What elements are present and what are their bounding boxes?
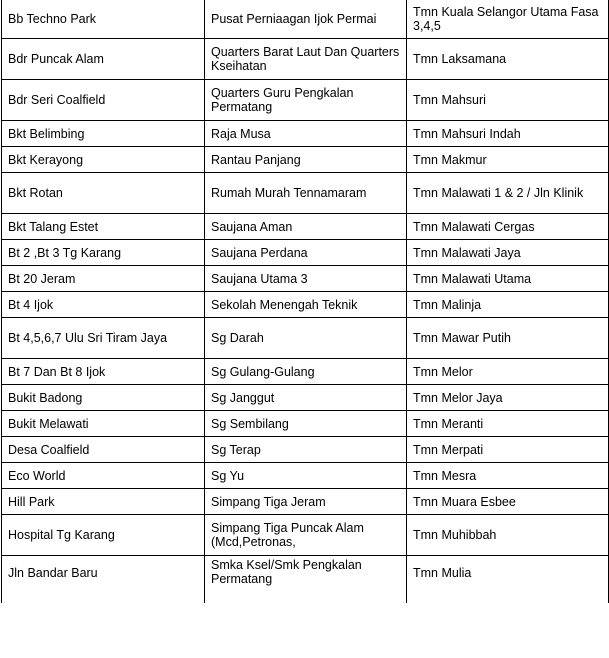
table-cell: Bdr Puncak Alam bbox=[2, 39, 205, 80]
table-cell: Bt 4,5,6,7 Ulu Sri Tiram Jaya bbox=[2, 318, 205, 359]
table-row bbox=[2, 147, 609, 173]
table-cell: Tmn Malawati 1 & 2 / Jln Klinik bbox=[407, 173, 609, 214]
table-cell: Sg Terap bbox=[205, 437, 407, 463]
table-cell: Sg Janggut bbox=[205, 385, 407, 411]
table-row bbox=[2, 437, 609, 463]
table-cell: Saujana Aman bbox=[205, 214, 407, 240]
table-cell: Saujana Perdana bbox=[205, 240, 407, 266]
table-cell: Bt 7 Dan Bt 8 Ijok bbox=[2, 359, 205, 385]
table-cell: Hospital Tg Karang bbox=[2, 515, 205, 556]
table-row bbox=[2, 0, 609, 39]
table-row bbox=[2, 240, 609, 266]
table-cell: Tmn Laksamana bbox=[407, 39, 609, 80]
table-cell: Desa Coalfield bbox=[2, 437, 205, 463]
table-cell: Tmn Meranti bbox=[407, 411, 609, 437]
table-cell: Tmn Malawati Cergas bbox=[407, 214, 609, 240]
table-cell: Bb Techno Park bbox=[2, 0, 205, 39]
table-cell: Tmn Mawar Putih bbox=[407, 318, 609, 359]
table-cell: Tmn Merpati bbox=[407, 437, 609, 463]
table-cell: Tmn Melor bbox=[407, 359, 609, 385]
table-cell: Jln Bandar Baru bbox=[2, 556, 205, 604]
table-row bbox=[2, 556, 609, 604]
table-cell: Bkt Rotan bbox=[2, 173, 205, 214]
table-cell: Rumah Murah Tennamaram bbox=[205, 173, 407, 214]
table-cell: Simpang Tiga Jeram bbox=[205, 489, 407, 515]
table-cell: Saujana Utama 3 bbox=[205, 266, 407, 292]
table-row bbox=[2, 214, 609, 240]
table-cell: Eco World bbox=[2, 463, 205, 489]
table-row bbox=[2, 411, 609, 437]
table-row bbox=[2, 173, 609, 214]
table-cell: Bkt Talang Estet bbox=[2, 214, 205, 240]
table-cell: Tmn Muara Esbee bbox=[407, 489, 609, 515]
table-cell: Hill Park bbox=[2, 489, 205, 515]
table-row bbox=[2, 318, 609, 359]
table-cell: Rantau Panjang bbox=[205, 147, 407, 173]
table-cell: Sg Yu bbox=[205, 463, 407, 489]
table-cell: Sg Gulang-Gulang bbox=[205, 359, 407, 385]
table-row bbox=[2, 359, 609, 385]
table-cell: Tmn Mulia bbox=[407, 556, 609, 604]
table-cell: Bdr Seri Coalfield bbox=[2, 80, 205, 121]
table-cell: Quarters Barat Laut Dan Quarters Kseihatan bbox=[205, 39, 407, 80]
table-row bbox=[2, 266, 609, 292]
table-cell: Sekolah Menengah Teknik bbox=[205, 292, 407, 318]
table-cell: Tmn Kuala Selangor Utama Fasa 3,4,5 bbox=[407, 0, 609, 39]
table-cell: Tmn Melor Jaya bbox=[407, 385, 609, 411]
table-cell: Tmn Mahsuri Indah bbox=[407, 121, 609, 147]
table-cell: Tmn Mahsuri bbox=[407, 80, 609, 121]
table-cell: Simpang Tiga Puncak Alam (Mcd,Petronas, bbox=[205, 515, 407, 556]
table-cell: Pusat Perniaagan Ijok Permai bbox=[205, 0, 407, 39]
table-row bbox=[2, 489, 609, 515]
table-row bbox=[2, 39, 609, 80]
table-row bbox=[2, 292, 609, 318]
table-row bbox=[2, 80, 609, 121]
table-cell: Bt 20 Jeram bbox=[2, 266, 205, 292]
table-cell: Tmn Makmur bbox=[407, 147, 609, 173]
table-row bbox=[2, 515, 609, 556]
table-row bbox=[2, 121, 609, 147]
table-row bbox=[2, 463, 609, 489]
table-cell: Tmn Malinja bbox=[407, 292, 609, 318]
table-cell: Bkt Belimbing bbox=[2, 121, 205, 147]
table-cell: Bukit Melawati bbox=[2, 411, 205, 437]
table-row bbox=[2, 385, 609, 411]
table-cell: Bkt Kerayong bbox=[2, 147, 205, 173]
table-cell: Sg Sembilang bbox=[205, 411, 407, 437]
table-cell: Tmn Mesra bbox=[407, 463, 609, 489]
table-cell: Tmn Muhibbah bbox=[407, 515, 609, 556]
table-cell: Tmn Malawati Utama bbox=[407, 266, 609, 292]
table-cell: Bt 4 Ijok bbox=[2, 292, 205, 318]
table-cell: Bt 2 ,Bt 3 Tg Karang bbox=[2, 240, 205, 266]
table-cell: Raja Musa bbox=[205, 121, 407, 147]
table-cell: Smka Ksel/Smk Pengkalan Permatang bbox=[205, 556, 407, 604]
table-cell: Tmn Malawati Jaya bbox=[407, 240, 609, 266]
area-list-table bbox=[1, 0, 609, 603]
table-cell: Sg Darah bbox=[205, 318, 407, 359]
table-cell: Quarters Guru Pengkalan Permatang bbox=[205, 80, 407, 121]
table-cell: Bukit Badong bbox=[2, 385, 205, 411]
